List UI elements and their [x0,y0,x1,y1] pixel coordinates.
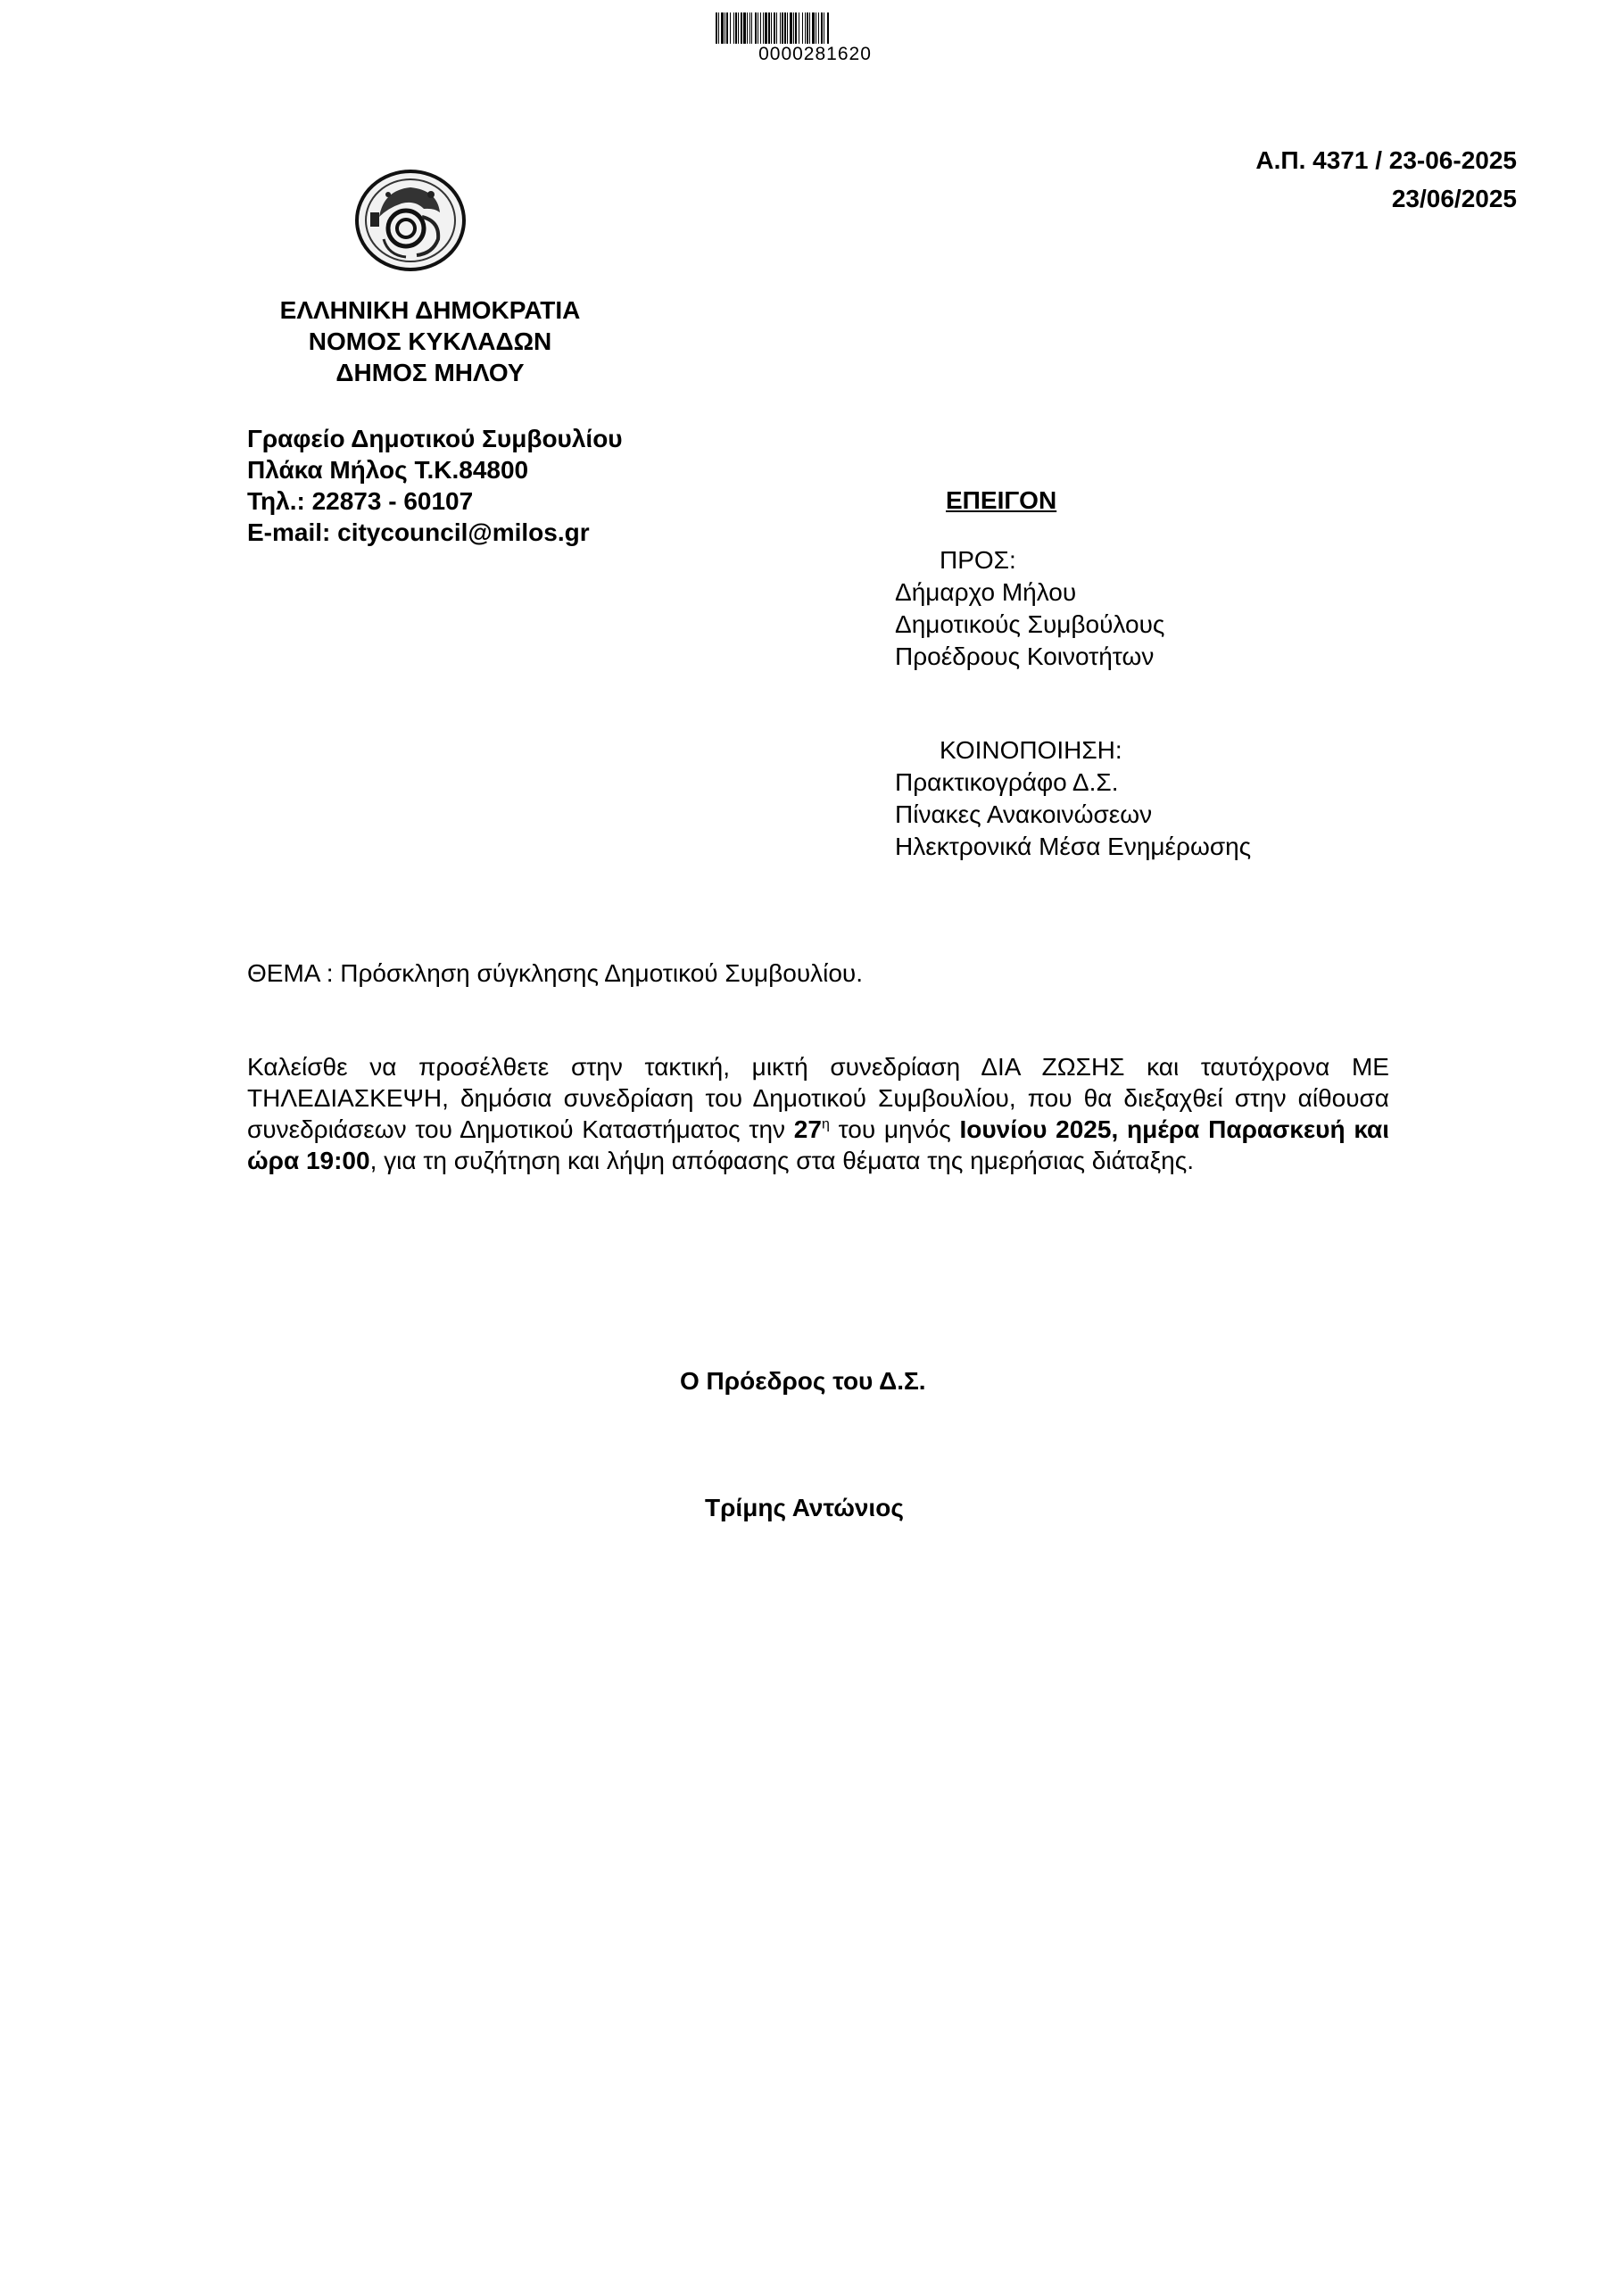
meeting-day: 27 [793,1115,822,1143]
cc-item: Πρακτικογράφο Δ.Σ. [895,768,1119,796]
meeting-day-time: ημέρα Παρασκευή και ώρα 19:00 [247,1115,1390,1174]
municipality-seal-icon [352,168,468,273]
meeting-month-year: Ιουνίου 2025 [959,1115,1112,1143]
body-part-1: Καλείσθε να προσέλθετε στην τακτική, μικτή συνεδρίαση ΔΙΑ ΖΩΣΗΣ και ταυτόχρονα ΜΕ ΤΗΛΕΔΙΑΣΚΕΨΗ, δημόσια συνεδρίαση του Δημοτικού Συμβουλίου, που θα διεξαχθεί στην αίθουσα συνεδριάσεων του Δημοτικού Καταστήματος την [247,1053,1389,1143]
subject-text: Πρόσκληση σύγκλησης Δημοτικού Συμβουλίου. [340,959,864,987]
subject-line [247,957,863,989]
office-name: Γραφείο Δημοτικού Συμβουλίου [247,425,623,452]
signer-title: Ο Πρόεδρος του Δ.Σ. [680,1367,926,1395]
cc-block [895,734,1251,863]
recipient-item: Δημοτικούς Συμβούλους [895,610,1165,638]
recipient-item: Προέδρους Κοινοτήτων [895,642,1155,670]
subject-label: ΘΕΜΑ : [247,959,334,987]
body-paragraph [247,1051,1389,1176]
recipient-item: Δήμαρχο Μήλου [895,578,1077,606]
protocol-block [1255,141,1517,218]
cc-item: Ηλεκτρονικά Μέσα Ενημέρωσης [895,833,1252,860]
issuer-header [252,294,609,388]
meeting-day-suffix: η [821,1116,830,1132]
cc-title: ΚΟΙΝΟΠΟΙΗΣΗ: [940,736,1122,764]
protocol-date: 23/06/2025 [1391,185,1517,212]
body-part-2: του μηνός [829,1115,960,1143]
body-part-4: , για τη συζήτηση και λήψη απόφασης στα θέματα της ημερήσιας διάταξης. [369,1147,1195,1174]
header-line-municipality: ΔΗΜΟΣ ΜΗΛΟΥ [335,359,525,386]
recipients-block [895,544,1164,673]
office-email: E-mail: citycouncil@milos.gr [247,518,590,546]
office-phone: Τηλ.: 22873 - 60107 [247,487,474,515]
recipients-title: ΠΡΟΣ: [940,546,1016,574]
header-line-prefecture: ΝΟΜΟΣ ΚΥΚΛΑΔΩΝ [308,327,552,355]
cc-item: Πίνακες Ανακοινώσεων [895,800,1153,828]
barcode-number: 0000281620 [758,44,872,64]
body-part-3: , [1111,1115,1127,1143]
barcode [716,12,915,44]
header-line-country: ΕΛΛΗΝΙΚΗ ΔΗΜΟΚΡΑΤΙΑ [279,296,581,324]
office-address: Πλάκα Μήλος Τ.Κ.84800 [247,456,529,484]
protocol-reference: Α.Π. 4371 / 23-06-2025 [1255,146,1517,174]
urgent-label: ΕΠΕΙΓΟΝ [946,486,1057,514]
signer-name: Τρίμης Αντώνιος [705,1494,904,1521]
office-contact [247,423,623,548]
